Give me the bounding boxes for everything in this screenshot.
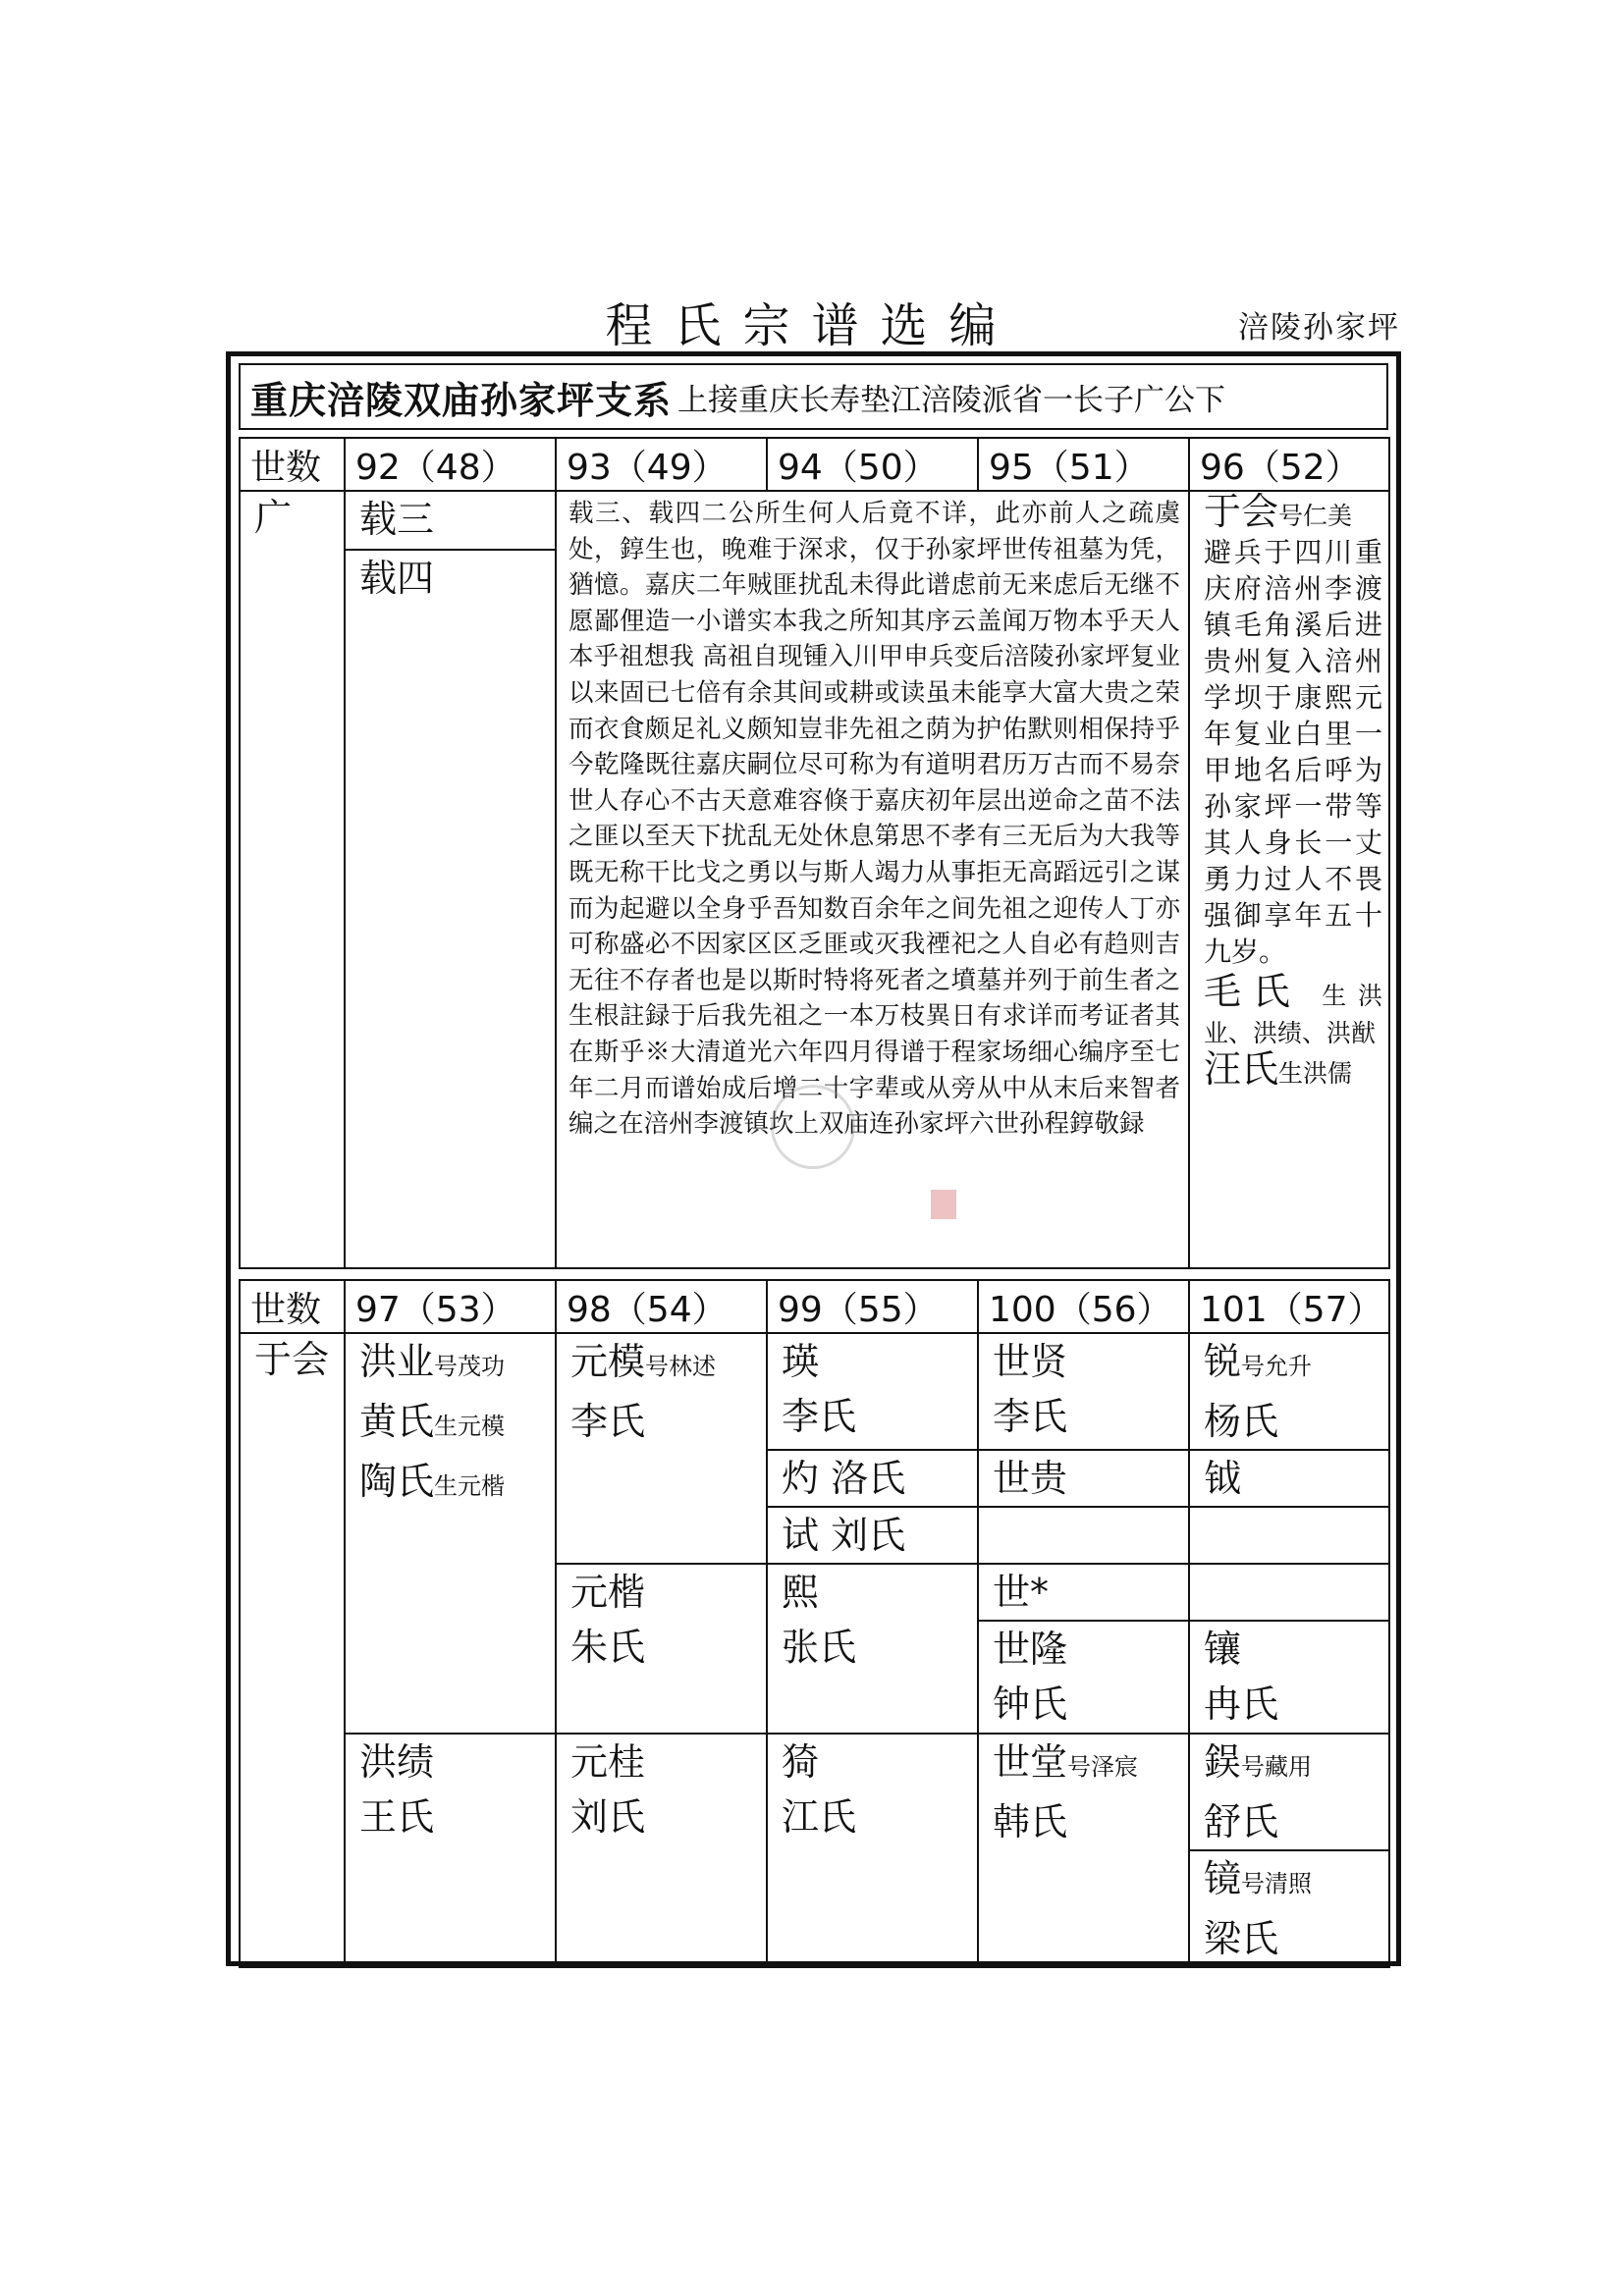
person-jing <box>1189 1850 1389 1967</box>
rui-name: 锐 <box>1204 1340 1242 1383</box>
wu-hao: 号藏用 <box>1241 1753 1313 1781</box>
person-shi: 试 刘氏 <box>767 1507 978 1564</box>
xiang-wife: 冉氏 <box>1204 1682 1279 1726</box>
empty-cell-1 <box>978 1507 1189 1564</box>
header-gen-95: 95（51） <box>978 438 1189 491</box>
header-gen-96: 96（52） <box>1189 438 1389 491</box>
shitang-wife: 韩氏 <box>993 1800 1068 1843</box>
bio-hao: 号仁美 <box>1278 502 1353 530</box>
person-wu <box>1189 1734 1389 1850</box>
bio-wife-2-note: 生洪儒 <box>1278 1059 1353 1088</box>
person-hongye <box>345 1333 556 1734</box>
person-shilong <box>978 1621 1189 1734</box>
son-zaisi: 载四 <box>359 557 435 600</box>
header-gen-97: 97（53） <box>345 1280 556 1333</box>
person-shistar: 世* <box>978 1564 1189 1621</box>
yuangui-wife: 刘氏 <box>570 1795 646 1839</box>
header-gen-98: 98（54） <box>556 1280 767 1333</box>
person-shigui: 世贵 <box>978 1450 1189 1507</box>
header-generation-label-2: 世数 <box>240 1280 345 1333</box>
header-gen-93: 93（49） <box>556 438 767 491</box>
xi-wife: 张氏 <box>782 1626 857 1669</box>
hongye-wife-1-note: 生元模 <box>434 1413 506 1440</box>
watermark-emblem <box>771 1085 855 1169</box>
qi-name: 猗 <box>782 1740 820 1784</box>
header-gen-99: 99（55） <box>767 1280 978 1333</box>
hongji-wife: 王氏 <box>359 1795 435 1839</box>
sons-cell <box>345 491 556 1268</box>
shilong-wife: 钟氏 <box>993 1682 1068 1726</box>
shixian-name: 世贤 <box>993 1340 1068 1383</box>
hongye-wife-2: 陶氏 <box>359 1460 435 1503</box>
preface-text: 载三、载四二公所生何人后竟不详，此亦前人之疏虞处，錞生也，晚难于深求，仅于孙家坪世传祖墓为凭，猶憶。嘉庆二年贼匪扰乱未得此谱虑前无来虑后无继不愿鄙俚造一小谱实本我之所知其序云盖闻万物本乎天人本乎祖想我 高祖自现锺入川甲申兵变后涪陵孙家坪复业以来固已七倍有余其间或耕或读虽未能享大富大贵之荣而衣食颇足礼义颇知豈非先祖之荫为护佑默则相保持乎今乾隆既往嘉庆嗣位尽可称为有道明君历万古而不易奈世人存心不古天意难容倏于嘉庆初年层出逆命之苗不法之匪以至天下扰乱无处休息第思不孝有三无后为大我等既无称干比戈之勇以与斯人竭力从事拒无高蹈远引之谋而为起避以全身乎吾知数百余年之间先祖之迎传人丁亦可称盛必不因家区区乏匪或灭我禋祀之人自必有趋则吉无往不存者也是以斯时特将死者之墳墓并列于前生者之生根註録于后我先祖之一本万枝異日有求详而考证者其在斯乎※大清道光六年四月得谱于程家场细心编序至七年二月而谱始成后增二十字辈或从旁从中从末后来智者编之在涪州李渡镇坎上双庙连孙家坪六世孙程錞敬録 <box>556 491 1189 1268</box>
ancestor-label: 广 <box>240 491 345 1268</box>
person-yue: 钺 <box>1189 1450 1389 1507</box>
person-yuangui <box>556 1734 767 1967</box>
bio-name: 于会 <box>1204 490 1279 533</box>
empty-cell-2 <box>1189 1507 1389 1564</box>
header-gen-100: 100（56） <box>978 1280 1189 1333</box>
bio-wife-2-name: 汪氏 <box>1204 1047 1279 1091</box>
person-zhuo: 灼 洛氏 <box>767 1450 978 1507</box>
header-generation-label: 世数 <box>240 438 345 491</box>
hongji-name: 洪绩 <box>359 1740 435 1784</box>
watermark-seal <box>931 1190 956 1219</box>
person-hongji <box>345 1734 556 1967</box>
banner-branch-name: 重庆涪陵双庙孙家坪支系 <box>250 378 673 422</box>
hongye-wife-1: 黄氏 <box>359 1400 435 1443</box>
ancestor-label-2: 于会 <box>240 1333 345 1967</box>
yuankai-wife: 朱氏 <box>570 1626 646 1669</box>
header-gen-92: 92（48） <box>345 438 556 491</box>
shitang-name: 世堂 <box>993 1740 1068 1784</box>
shitang-hao: 号泽宸 <box>1067 1753 1139 1781</box>
rui-wife: 杨氏 <box>1204 1400 1279 1443</box>
xi-name: 熙 <box>782 1571 820 1614</box>
person-ying <box>767 1333 978 1450</box>
xiang-name: 镶 <box>1204 1628 1242 1671</box>
header-gen-101: 101（57） <box>1189 1280 1389 1333</box>
bio-text: 避兵于四川重庆府涪州李渡镇毛角溪后进贵州复入涪州学坝于康熙元年复业白里一甲地名后呼为孙家坪一带等其人身长一丈勇力过人不畏强御享年五十九岁。 <box>1204 536 1382 968</box>
biography-cell <box>1189 491 1389 1268</box>
person-shixian <box>978 1333 1189 1450</box>
hongye-name: 洪业 <box>359 1340 435 1383</box>
person-yuanmo <box>556 1333 767 1564</box>
yuangui-name: 元桂 <box>570 1740 646 1784</box>
bio-wife-1 <box>1204 970 1382 1051</box>
son-zaisan: 载三 <box>346 492 555 551</box>
header-gen-94: 94（50） <box>767 438 978 491</box>
jing-hao: 号清照 <box>1241 1870 1313 1897</box>
page-title: 程氏宗谱选编 <box>605 298 1018 353</box>
person-qi <box>767 1734 978 1967</box>
wu-wife: 舒氏 <box>1204 1800 1279 1843</box>
person-shitang <box>978 1734 1189 1967</box>
jing-name: 镜 <box>1204 1857 1242 1900</box>
lineage-banner <box>239 363 1388 430</box>
person-yuankai <box>556 1564 767 1734</box>
bio-wife-1-note: 生洪业、洪绩、洪猷 <box>1204 982 1382 1047</box>
shixian-wife: 李氏 <box>993 1395 1068 1438</box>
yuankai-name: 元楷 <box>570 1571 646 1614</box>
bio-wife-2 <box>1204 1047 1382 1092</box>
hongye-hao: 号茂功 <box>434 1353 506 1380</box>
qi-wife: 江氏 <box>782 1795 857 1839</box>
genealogy-table-2 <box>239 1279 1390 1968</box>
hongye-wife-2-note: 生元楷 <box>434 1472 506 1500</box>
yuanmo-hao: 号林述 <box>645 1353 717 1380</box>
rui-hao: 号允升 <box>1241 1353 1313 1380</box>
empty-cell-3 <box>1189 1564 1389 1621</box>
page-subtitle: 涪陵孙家坪 <box>1238 310 1400 346</box>
person-xi <box>767 1564 978 1734</box>
banner-origin-note: 上接重庆长寿垫江涪陵派省一长子广公下 <box>677 382 1226 418</box>
yuanmo-name: 元模 <box>570 1340 646 1383</box>
ying-name: 瑛 <box>782 1340 820 1383</box>
shilong-name: 世隆 <box>993 1628 1068 1671</box>
person-xiang <box>1189 1621 1389 1734</box>
jing-wife: 梁氏 <box>1204 1917 1279 1960</box>
bio-heading <box>1204 490 1382 534</box>
bio-wife-1-name: 毛氏 <box>1204 970 1302 1013</box>
wu-name: 鋘 <box>1204 1740 1242 1784</box>
yuanmo-wife: 李氏 <box>570 1400 646 1443</box>
ying-wife: 李氏 <box>782 1395 857 1438</box>
person-rui <box>1189 1333 1389 1450</box>
